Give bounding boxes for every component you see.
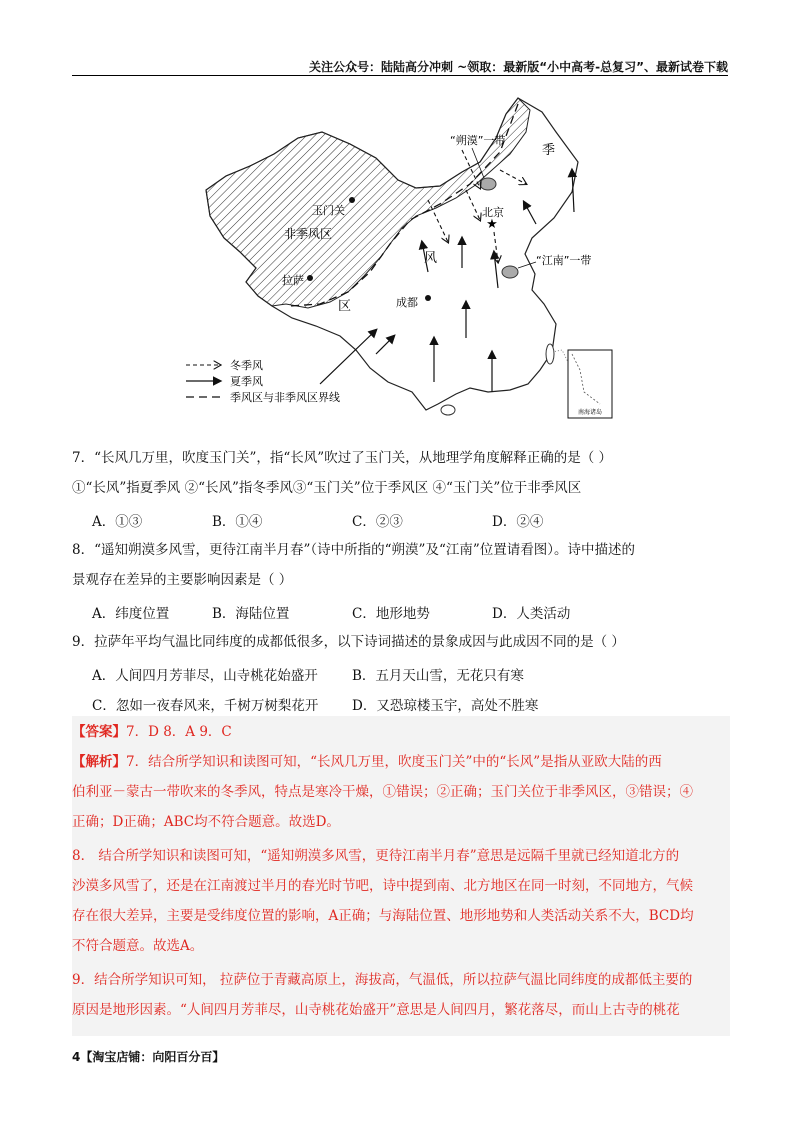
analysis-line-4: 8． 结合所学知识和读图可知，“遥知朔漠多风雪，更待江南半月春”意思是远隔千里就已经知道北方的 xyxy=(72,848,680,864)
q8-option-b: B．海陆位置 xyxy=(212,606,290,622)
jiangnan-label: “江南”一带 xyxy=(536,254,592,267)
page-footer: 4【淘宝店铺：向阳百分百】 xyxy=(72,1050,225,1064)
yumenguan-marker xyxy=(349,197,355,203)
analysis-line-7: 不符合题意。故选A。 xyxy=(72,938,204,954)
q9-option-b: B．五月天山雪，无花只有寒 xyxy=(352,668,524,684)
q9-option-a: A．人间四月芳菲尽，山寺桃花始盛开 xyxy=(92,668,318,684)
ji-label: 季 xyxy=(542,143,556,158)
analysis-tag: 【解析】 xyxy=(72,754,126,770)
answer-line xyxy=(72,722,728,742)
beijing-label: 北京 xyxy=(482,206,504,219)
page-header: 关注公众号：陆陆高分冲刺 ~领取：最新版“小中高考-总复习”、最新试卷下载 xyxy=(309,60,728,74)
q9-stem: 9．拉萨年平均气温比同纬度的成都低很多，以下诗词描述的景象成因与此成因不同的是（ ） xyxy=(72,634,625,650)
analysis-line-3: 正确；D正确；ABC均不符合题意。故选D。 xyxy=(72,814,340,830)
q8-option-d: D．人类活动 xyxy=(492,606,571,622)
qu-label: 区 xyxy=(338,299,352,314)
q7-option-b: B．①④ xyxy=(212,514,263,530)
analysis-line-2: 伯利亚－蒙古一带吹来的冬季风，特点是寒冷干燥，①错误；②正确；玉门关位于非季风区，③错误；④ xyxy=(72,784,693,800)
analysis-line-6: 存在很大差异，主要是受纬度位置的影响，A正确；与海陆位置、地形地势和人类活动关系不大，BCD均 xyxy=(72,908,694,924)
chengdu-label: 成都 xyxy=(396,296,418,309)
q8-stem-line2: 景观存在差异的主要影响因素是（ ） xyxy=(72,572,293,588)
non-monsoon-label: 非季风区 xyxy=(284,227,333,241)
feng-label: 风 xyxy=(424,251,438,266)
monsoon-map xyxy=(180,92,620,422)
yumenguan-label: 玉门关 xyxy=(312,204,345,217)
shuomo-label: “朔漠”一带 xyxy=(450,134,506,147)
q9-option-c: C．忽如一夜春风来，千树万树梨花开 xyxy=(92,698,319,714)
q8-stem-line1: 8．“遥知朔漠多风雪，更待江南半月春”（诗中所指的“朔漠”及“江南”位置请看图）。诗中描述的 xyxy=(72,542,635,558)
q7-stem: 7．“长风几万里，吹度玉门关”，指“长风”吹过了玉门关，从地理学角度解释正确的是（ ） xyxy=(72,450,612,466)
lasa-label: 拉萨 xyxy=(282,274,304,287)
q7-statements: ①“长风”指夏季风 ②“长风”指冬季风③“玉门关”位于季风区 ④“玉门关”位于非季风区 xyxy=(72,480,582,496)
header-rule xyxy=(72,75,728,76)
chengdu-marker xyxy=(425,295,431,301)
answer-tag: 【答案】 xyxy=(72,724,126,740)
legend-boundary: 季风区与非季风区界线 xyxy=(230,391,340,404)
answer-text: 7．D 8．A 9．C xyxy=(126,724,232,740)
analysis-line-5: 沙漠多风雪了，还是在江南渡过半月的春光时节吧，诗中提到南、北方地区在同一时刻，不同地方，气候 xyxy=(72,878,693,894)
q8-option-a: A．纬度位置 xyxy=(92,606,170,622)
legend-summer: 夏季风 xyxy=(230,375,263,388)
beijing-star-icon: ★ xyxy=(486,217,498,232)
q7-option-c: C．②③ xyxy=(352,514,403,530)
legend-winter: 冬季风 xyxy=(230,359,263,372)
analysis-line-9: 原因是地形因素。“人间四月芳菲尽，山寺桃花始盛开”意思是人间四月，繁花落尽，而山上古寺的桃花 xyxy=(72,1002,680,1018)
inset-label: 南海诸岛 xyxy=(577,409,603,416)
q8-option-c: C．地形地势 xyxy=(352,606,430,622)
q9-option-d: D．又恐琼楼玉宇，高处不胜寒 xyxy=(352,698,539,714)
analysis-line-8: 9．结合所学知识可知， 拉萨位于青藏高原上，海拔高，气温低，所以拉萨气温比同纬度的成都低主要的 xyxy=(72,972,693,988)
q7-option-a: A．①③ xyxy=(92,514,143,530)
lasa-marker xyxy=(307,275,313,281)
q7-option-d: D．②④ xyxy=(492,514,544,530)
analysis-line-1: 【解析】7．结合所学知识和读图可知，“长风几万里，吹度玉门关”中的“长风”是指从亚欧大陆的西 xyxy=(72,754,662,770)
